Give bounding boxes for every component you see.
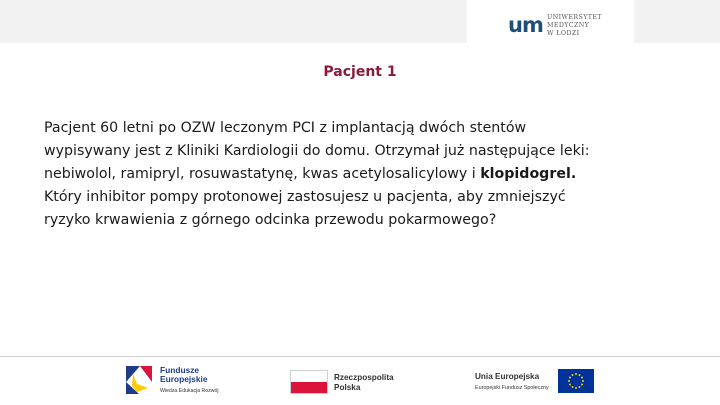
eu-star-icon [581,384,583,386]
fundusze-europejskie-logo-icon [124,362,154,396]
pl-label-line: Polska [334,383,361,392]
eu-star-icon [575,373,577,375]
eu-star-icon [582,380,584,382]
university-name-line: W ŁODZI [547,30,580,37]
fe-label-line: Fundusze [160,365,200,375]
fe-label-line: Europejskie [160,374,208,384]
unia-europejska-label: Unia Europejska [475,372,540,381]
text-line: wypisywany jest z Kliniki Kardiologii do domu. Otrzymał już następujące leki: [44,143,590,159]
eu-star-icon [568,380,570,382]
university-logo-mark: um [508,13,543,37]
pl-label-line: Rzeczpospolita [334,373,394,382]
eu-star-icon [572,374,574,376]
university-name-line: MEDYCZNY [547,22,590,29]
eu-star-icon [579,374,581,376]
eu-star-icon [569,377,571,379]
text-line: ryzyko krwawienia z górnego odcinka przewodu pokarmowego? [44,212,497,228]
text-line [44,163,694,186]
fe-subtitle: Wiedza Edukacja Rozwój [160,388,219,394]
case-description [44,117,694,232]
eu-star-icon [572,386,574,388]
drug-name-emphasis: klopidogrel. [480,166,577,182]
text-line: Który inhibitor pompy protonowej zastosujesz u pacjenta, aby zmniejszyć [44,189,566,205]
eu-star-icon [575,387,577,389]
eu-star-icon [579,386,581,388]
efs-label: Europejski Fundusz Społeczny [475,385,549,391]
rzeczpospolita-polska-label [334,373,394,393]
slide-title: Pacjent 1 [323,64,397,80]
eu-star-icon [581,377,583,379]
text-line: Pacjent 60 letni po OZW leczonym PCI z implantacją dwóch stentów [44,120,527,136]
eu-flag-icon [558,369,594,393]
fundusze-europejskie-label [160,366,207,384]
university-name-line: UNIWERSYTET [547,14,602,21]
text-segment: nebiwolol, ramipryl, rosuwastatynę, kwas acetylosalicylowy i [44,166,481,182]
eu-star-icon [569,384,571,386]
poland-flag-icon [290,370,328,394]
university-name [547,14,602,38]
